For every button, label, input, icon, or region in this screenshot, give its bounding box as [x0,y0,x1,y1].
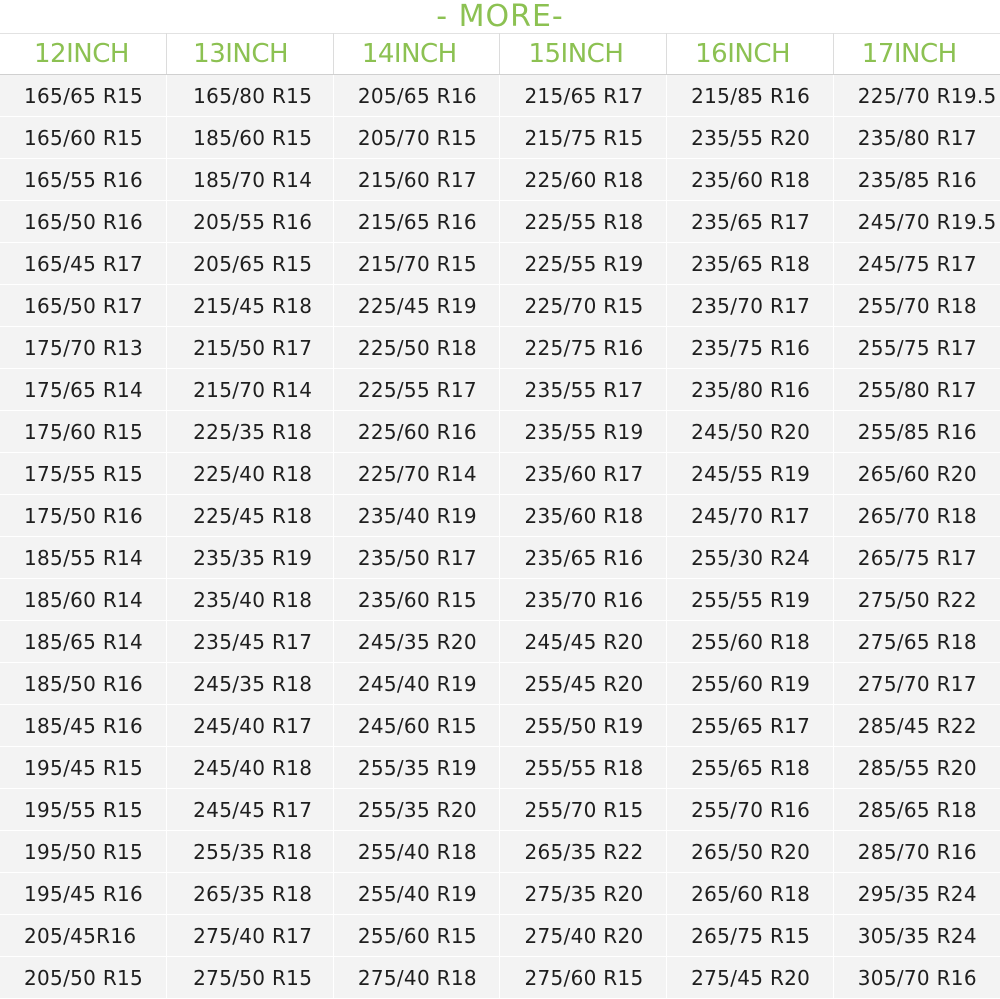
table-cell: 165/60 R15 [0,117,167,159]
table-cell: 235/45 R17 [167,621,334,663]
table-cell: 275/70 R17 [833,663,1000,705]
table-cell: 205/65 R15 [167,243,334,285]
header-row [0,34,1000,75]
table-cell: 195/50 R15 [0,831,167,873]
table-cell: 255/30 R24 [667,537,834,579]
table-cell: 225/70 R19.5 [833,75,1000,117]
table-cell: 245/60 R15 [333,705,500,747]
table-cell: 225/55 R18 [500,201,667,243]
table-cell: 215/70 R15 [333,243,500,285]
table-cell: 235/55 R19 [500,411,667,453]
table-cell: 165/80 R15 [167,75,334,117]
table-body [0,75,1000,999]
table-cell: 165/50 R16 [0,201,167,243]
table-cell: 265/35 R18 [167,873,334,915]
table-row [0,75,1000,117]
table-cell: 275/50 R15 [167,957,334,999]
table-cell: 235/50 R17 [333,537,500,579]
table-cell: 275/50 R22 [833,579,1000,621]
table-row [0,453,1000,495]
table-cell: 305/35 R24 [833,915,1000,957]
table-cell: 185/50 R16 [0,663,167,705]
table-cell: 305/70 R16 [833,957,1000,999]
table-cell: 185/70 R14 [167,159,334,201]
table-cell: 255/35 R19 [333,747,500,789]
table-cell: 235/70 R16 [500,579,667,621]
table-cell: 245/70 R17 [667,495,834,537]
table-row [0,285,1000,327]
table-row [0,663,1000,705]
table-cell: 235/80 R17 [833,117,1000,159]
table-row [0,873,1000,915]
table-cell: 215/65 R16 [333,201,500,243]
table-cell: 225/70 R15 [500,285,667,327]
table-header [0,34,1000,75]
table-cell: 255/50 R19 [500,705,667,747]
table-cell: 245/45 R17 [167,789,334,831]
table-cell: 175/50 R16 [0,495,167,537]
table-cell: 225/40 R18 [167,453,334,495]
table-cell: 235/80 R16 [667,369,834,411]
table-cell: 235/55 R20 [667,117,834,159]
table-cell: 255/65 R18 [667,747,834,789]
table-cell: 245/70 R19.5 [833,201,1000,243]
table-cell: 225/35 R18 [167,411,334,453]
table-cell: 225/55 R17 [333,369,500,411]
table-cell: 255/55 R19 [667,579,834,621]
table-cell: 225/45 R18 [167,495,334,537]
table-cell: 255/35 R20 [333,789,500,831]
table-cell: 195/55 R15 [0,789,167,831]
table-row [0,369,1000,411]
table-cell: 185/55 R14 [0,537,167,579]
table-cell: 195/45 R16 [0,873,167,915]
table-cell: 245/75 R17 [833,243,1000,285]
table-cell: 175/60 R15 [0,411,167,453]
table-cell: 285/65 R18 [833,789,1000,831]
table-cell: 275/35 R20 [500,873,667,915]
table-cell: 215/50 R17 [167,327,334,369]
table-cell: 265/70 R18 [833,495,1000,537]
table-cell: 235/40 R18 [167,579,334,621]
table-row [0,789,1000,831]
table-cell: 215/70 R14 [167,369,334,411]
table-cell: 255/60 R15 [333,915,500,957]
column-header-12inch: 12INCH [0,34,167,75]
table-cell: 255/70 R15 [500,789,667,831]
table-cell: 255/65 R17 [667,705,834,747]
table-row [0,621,1000,663]
table-cell: 265/75 R17 [833,537,1000,579]
table-cell: 285/45 R22 [833,705,1000,747]
table-row [0,201,1000,243]
table-cell: 245/35 R18 [167,663,334,705]
table-row [0,915,1000,957]
table-cell: 255/75 R17 [833,327,1000,369]
table-cell: 245/40 R19 [333,663,500,705]
table-cell: 295/35 R24 [833,873,1000,915]
table-cell: 215/85 R16 [667,75,834,117]
table-row [0,537,1000,579]
table-row [0,747,1000,789]
table-cell: 235/75 R16 [667,327,834,369]
table-cell: 215/45 R18 [167,285,334,327]
table-cell: 225/45 R19 [333,285,500,327]
table-row [0,243,1000,285]
table-cell: 185/60 R15 [167,117,334,159]
table-cell: 245/55 R19 [667,453,834,495]
table-cell: 195/45 R15 [0,747,167,789]
table-cell: 185/60 R14 [0,579,167,621]
table-cell: 235/40 R19 [333,495,500,537]
table-cell: 285/55 R20 [833,747,1000,789]
table-cell: 165/50 R17 [0,285,167,327]
table-cell: 235/60 R17 [500,453,667,495]
table-cell: 275/40 R17 [167,915,334,957]
table-cell: 245/50 R20 [667,411,834,453]
table-cell: 255/60 R18 [667,621,834,663]
table-row [0,117,1000,159]
table-row [0,411,1000,453]
table-cell: 235/60 R18 [500,495,667,537]
column-header-15inch: 15INCH [500,34,667,75]
table-cell: 205/70 R15 [333,117,500,159]
table-cell: 235/70 R17 [667,285,834,327]
table-cell: 225/60 R18 [500,159,667,201]
table-cell: 205/55 R16 [167,201,334,243]
table-cell: 255/45 R20 [500,663,667,705]
table-cell: 165/45 R17 [0,243,167,285]
table-row [0,495,1000,537]
table-cell: 215/65 R17 [500,75,667,117]
table-cell: 205/50 R15 [0,957,167,999]
table-cell: 285/70 R16 [833,831,1000,873]
table-cell: 245/40 R17 [167,705,334,747]
table-cell: 235/65 R16 [500,537,667,579]
table-cell: 255/55 R18 [500,747,667,789]
table-cell: 215/60 R17 [333,159,500,201]
table-cell: 165/65 R15 [0,75,167,117]
table-cell: 255/80 R17 [833,369,1000,411]
table-cell: 245/35 R20 [333,621,500,663]
table-cell: 235/65 R17 [667,201,834,243]
table-cell: 235/55 R17 [500,369,667,411]
table-cell: 265/60 R20 [833,453,1000,495]
table-cell: 235/60 R15 [333,579,500,621]
table-cell: 225/55 R19 [500,243,667,285]
table-cell: 275/40 R18 [333,957,500,999]
table-row [0,327,1000,369]
table-cell: 265/35 R22 [500,831,667,873]
table-cell: 255/40 R18 [333,831,500,873]
table-row [0,831,1000,873]
table-cell: 215/75 R15 [500,117,667,159]
table-row [0,957,1000,999]
table-cell: 265/50 R20 [667,831,834,873]
tire-size-table [0,33,1000,999]
table-cell: 275/65 R18 [833,621,1000,663]
table-cell: 205/45R16 [0,915,167,957]
table-cell: 185/65 R14 [0,621,167,663]
table-cell: 225/70 R14 [333,453,500,495]
table-cell: 235/65 R18 [667,243,834,285]
table-row [0,705,1000,747]
table-cell: 235/85 R16 [833,159,1000,201]
table-cell: 225/60 R16 [333,411,500,453]
table-cell: 245/40 R18 [167,747,334,789]
table-cell: 185/45 R16 [0,705,167,747]
table-cell: 255/85 R16 [833,411,1000,453]
table-row [0,159,1000,201]
column-header-14inch: 14INCH [333,34,500,75]
table-cell: 265/60 R18 [667,873,834,915]
table-cell: 165/55 R16 [0,159,167,201]
column-header-17inch: 17INCH [833,34,1000,75]
table-cell: 205/65 R16 [333,75,500,117]
table-cell: 275/45 R20 [667,957,834,999]
table-cell: 265/75 R15 [667,915,834,957]
table-cell: 175/70 R13 [0,327,167,369]
column-header-16inch: 16INCH [667,34,834,75]
page-title: - MORE- [0,0,1000,33]
table-cell: 275/60 R15 [500,957,667,999]
table-cell: 225/75 R16 [500,327,667,369]
table-cell: 255/35 R18 [167,831,334,873]
table-cell: 225/50 R18 [333,327,500,369]
column-header-13inch: 13INCH [167,34,334,75]
table-row [0,579,1000,621]
table-cell: 255/70 R16 [667,789,834,831]
table-cell: 235/35 R19 [167,537,334,579]
table-cell: 175/55 R15 [0,453,167,495]
table-cell: 245/45 R20 [500,621,667,663]
table-cell: 175/65 R14 [0,369,167,411]
table-cell: 255/70 R18 [833,285,1000,327]
table-cell: 275/40 R20 [500,915,667,957]
table-cell: 255/60 R19 [667,663,834,705]
table-cell: 255/40 R19 [333,873,500,915]
table-cell: 235/60 R18 [667,159,834,201]
